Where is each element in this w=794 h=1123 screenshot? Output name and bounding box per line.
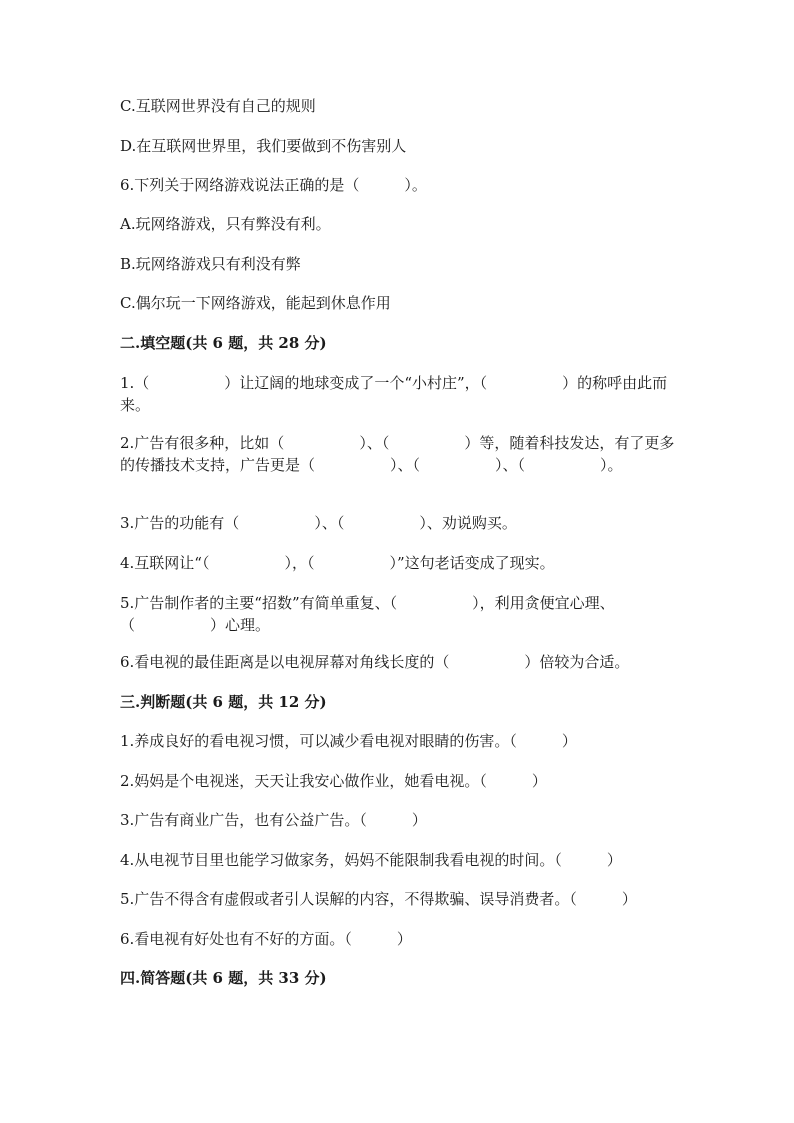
question-6-option-a: A.玩网络游戏，只有弊没有利。: [120, 215, 331, 233]
fill-blank-q2: 2.广告有很多种，比如（ ）、（ ）等，随着科技发达，有了更多的传播技术支持，广告更是（ ）、（ ）、（ ）。: [120, 434, 675, 474]
option-c-prev: C.互联网世界没有自己的规则: [120, 97, 316, 115]
true-false-q3: 3.广告有商业广告，也有公益广告。（ ）: [120, 811, 427, 829]
fill-blank-q5: 5.广告制作者的主要“招数”有简单重复、（ ），利用贪便宜心理、（ ）心理。: [120, 594, 615, 634]
fill-blank-q4: 4.互联网让“（ ），（ ）”这句老话变成了现实。: [120, 554, 555, 572]
true-false-q6: 6.看电视有好处也有不好的方面。（ ）: [120, 930, 412, 948]
question-6-option-c: C.偶尔玩一下网络游戏，能起到休息作用: [120, 294, 391, 312]
fill-blank-heading: 二.填空题(共 6 题，共 28 分): [120, 334, 327, 352]
true-false-q4: 4.从电视节目里也能学习做家务，妈妈不能限制我看电视的时间。（ ）: [120, 851, 622, 869]
true-false-q2: 2.妈妈是个电视迷，天天让我安心做作业，她看电视。（ ）: [120, 772, 547, 790]
short-answer-heading: 四.简答题(共 6 题，共 33 分): [120, 969, 327, 987]
true-false-q5: 5.广告不得含有虚假或者引人误解的内容，不得欺骗、误导消费者。（ ）: [120, 890, 637, 908]
true-false-q1: 1.养成良好的看电视习惯，可以减少看电视对眼睛的伤害。（ ）: [120, 732, 577, 750]
question-6-option-b: B.玩网络游戏只有利没有弊: [120, 255, 301, 273]
fill-blank-q3: 3.广告的功能有（ ）、（ ）、劝说购买。: [120, 514, 517, 532]
fill-blank-q1: 1.（ ）让辽阔的地球变成了一个“小村庄”，（ ）的称呼由此而来。: [120, 374, 668, 414]
option-d-prev: D.在互联网世界里，我们要做到不伤害别人: [120, 137, 407, 155]
fill-blank-q6: 6.看电视的最佳距离是以电视屏幕对角线长度的（ ）倍较为合适。: [120, 653, 630, 671]
true-false-heading: 三.判断题(共 6 题，共 12 分): [120, 693, 327, 711]
question-6-stem: 6.下列关于网络游戏说法正确的是（ ）。: [120, 176, 427, 194]
